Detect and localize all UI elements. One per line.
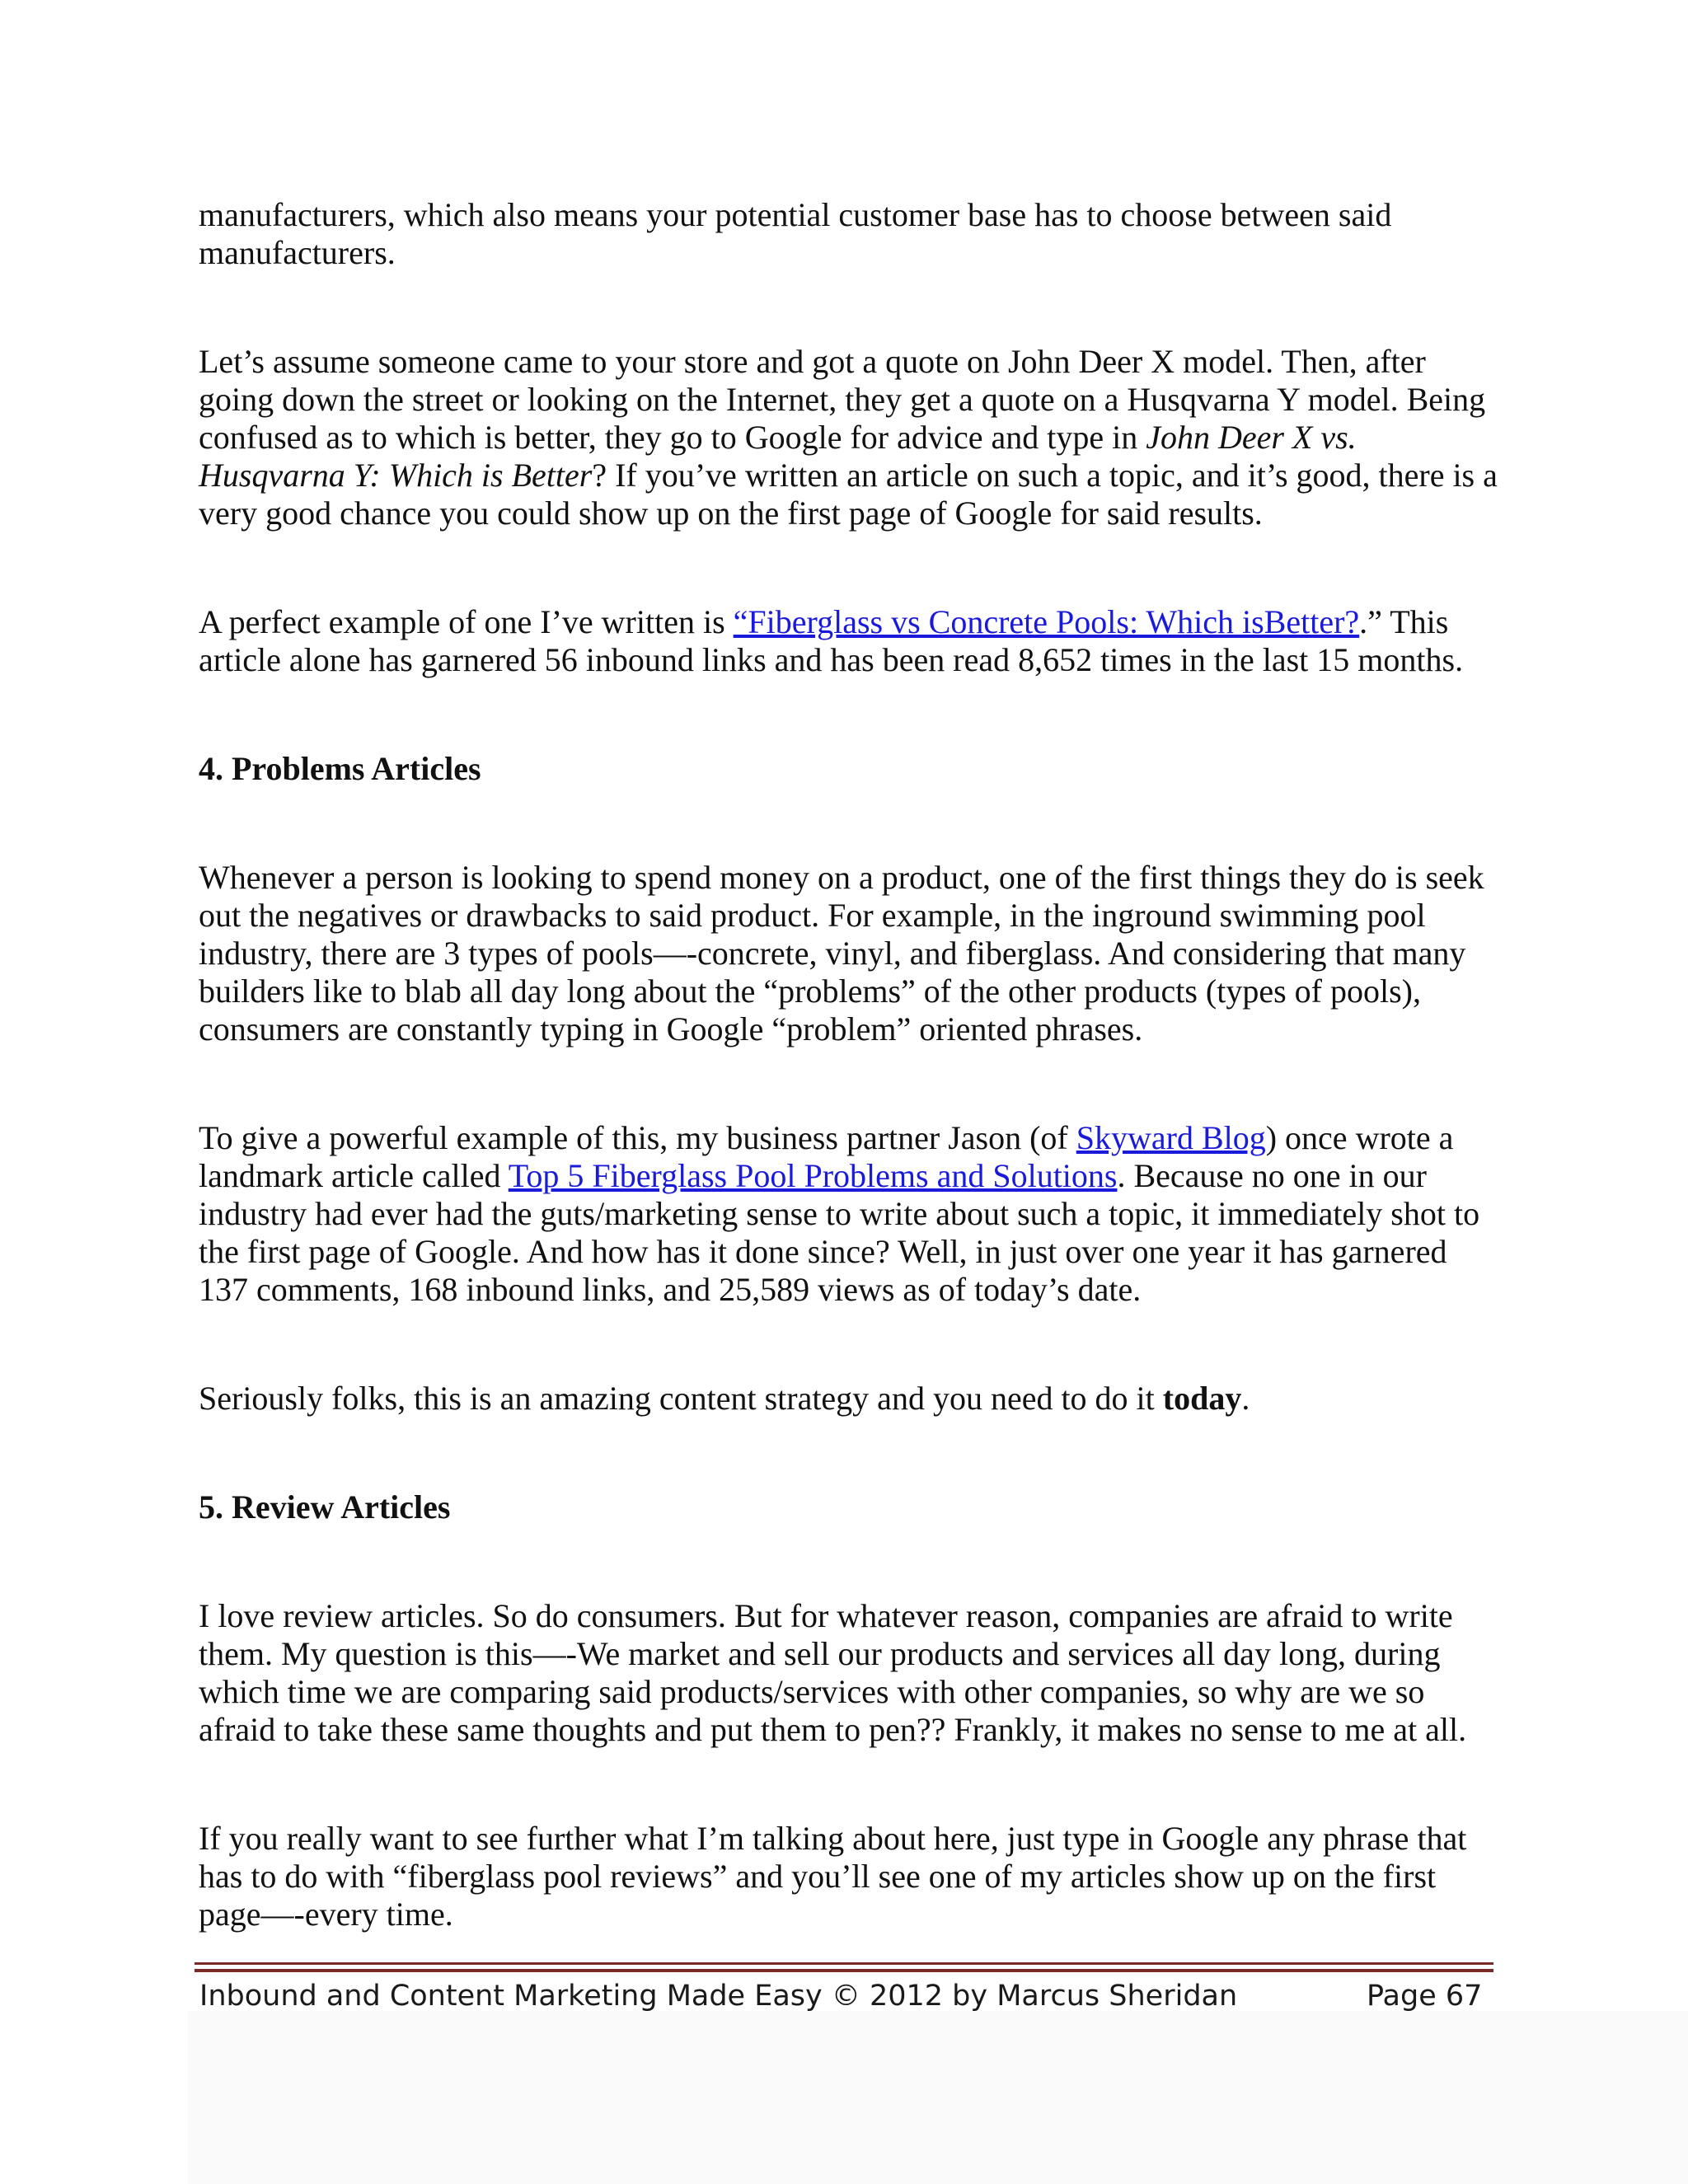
paragraph-text: . Because no one in our industry had ever had the guts/marketing sense to write about such a topic, it immediately shot to the first page of Google. And how has it done since? Well, in just over one year it has garnered 137 comments, 168 inbound links, and 25,589 views as of today’s date.: [199, 1157, 1480, 1308]
page-shade: [188, 2011, 1688, 2184]
top-5-fiberglass-pool-problems-link[interactable]: Top 5 Fiberglass Pool Problems and Solutions: [508, 1157, 1118, 1194]
footer-book-title: Inbound and Content Marketing Made Easy © 2012 by Marcus Sheridan: [199, 1980, 1238, 2013]
paragraph-text: ? If you’ve written an article on such a topic, and it’s good, there is a very good chance you could show up on the first page of Google for said results.: [199, 457, 1498, 532]
paragraph-text: A perfect example of one I’ve written is: [199, 603, 734, 640]
paragraph-text: Let’s assume someone came to your store and got a quote on John Deer X model. Then, after going down the street or looking on the Internet, they get a quote on a Husqvarna Y model. Being confused as to which is better, they go to Google for advice and type in: [199, 343, 1486, 456]
section-heading-problems-articles: 4. Problems Articles: [199, 750, 481, 787]
emphasis-today: today: [1162, 1380, 1242, 1417]
paragraph-perfect-example: [199, 603, 1501, 679]
paragraph-problems: [199, 859, 1501, 1048]
paragraph-text: Seriously folks, this is an amazing content strategy and you need to do it: [199, 1380, 1163, 1417]
fiberglass-vs-concrete-link[interactable]: “Fiberglass vs Concrete Pools: Which isBetter?: [733, 603, 1360, 640]
paragraph-text: .” This article alone has garnered 56 inbound links and has been read 8,652 times in the last 15 months.: [199, 603, 1464, 678]
paragraph-text: To give a powerful example of this, my business partner Jason (of: [199, 1119, 1076, 1156]
paragraph-text: ) once wrote a landmark article called: [199, 1119, 1454, 1194]
page-content: [199, 196, 1501, 1933]
paragraph-text: manufacturers, which also means your potential customer base has to choose between said manufacturers.: [199, 196, 1392, 271]
paragraph-review-articles: [199, 1597, 1501, 1749]
footer-divider: [195, 1962, 1493, 1972]
paragraph-fiberglass-pool-reviews: [199, 1820, 1501, 1933]
paragraph-seriously-folks: [199, 1380, 1501, 1418]
skyward-blog-link[interactable]: Skyward Blog: [1076, 1119, 1266, 1156]
paragraph-text: Whenever a person is looking to spend money on a product, one of the first things they do is seek out the negatives or drawbacks to said product. For example, in the inground swimming pool industry, there are 3 types of pools—-concrete, vinyl, and fiberglass. And considering that many builders like to blab all day long about the “problems” of the other products (types of pools), consumers are constantly typing in Google “problem” oriented phrases.: [199, 859, 1484, 1047]
paragraph-text: If you really want to see further what I’m talking about here, just type in Google any phrase that has to do with “fiberglass pool reviews” and you’ll see one of my articles show up on the first page—-every time.: [199, 1820, 1467, 1933]
paragraph-john-deer: [199, 343, 1501, 532]
footer-page-number: Page 67: [1367, 1980, 1483, 2013]
example-search-phrase: John Deer X vs. Husqvarna Y: Which is Better: [199, 419, 1357, 494]
paragraph-powerful-example: [199, 1119, 1501, 1309]
section-heading-review-articles: 5. Review Articles: [199, 1488, 451, 1526]
paragraph-manufacturers: [199, 196, 1501, 272]
paragraph-text: .: [1241, 1380, 1250, 1417]
paragraph-text: I love review articles. So do consumers. But for whatever reason, companies are afraid to write them. My question is this—-We market and sell our products and services all day long, during which time we are comparing said products/services with other companies, so why are we so afraid to take these same thoughts and put them to pen?? Frankly, it makes no sense to me at all.: [199, 1597, 1467, 1748]
